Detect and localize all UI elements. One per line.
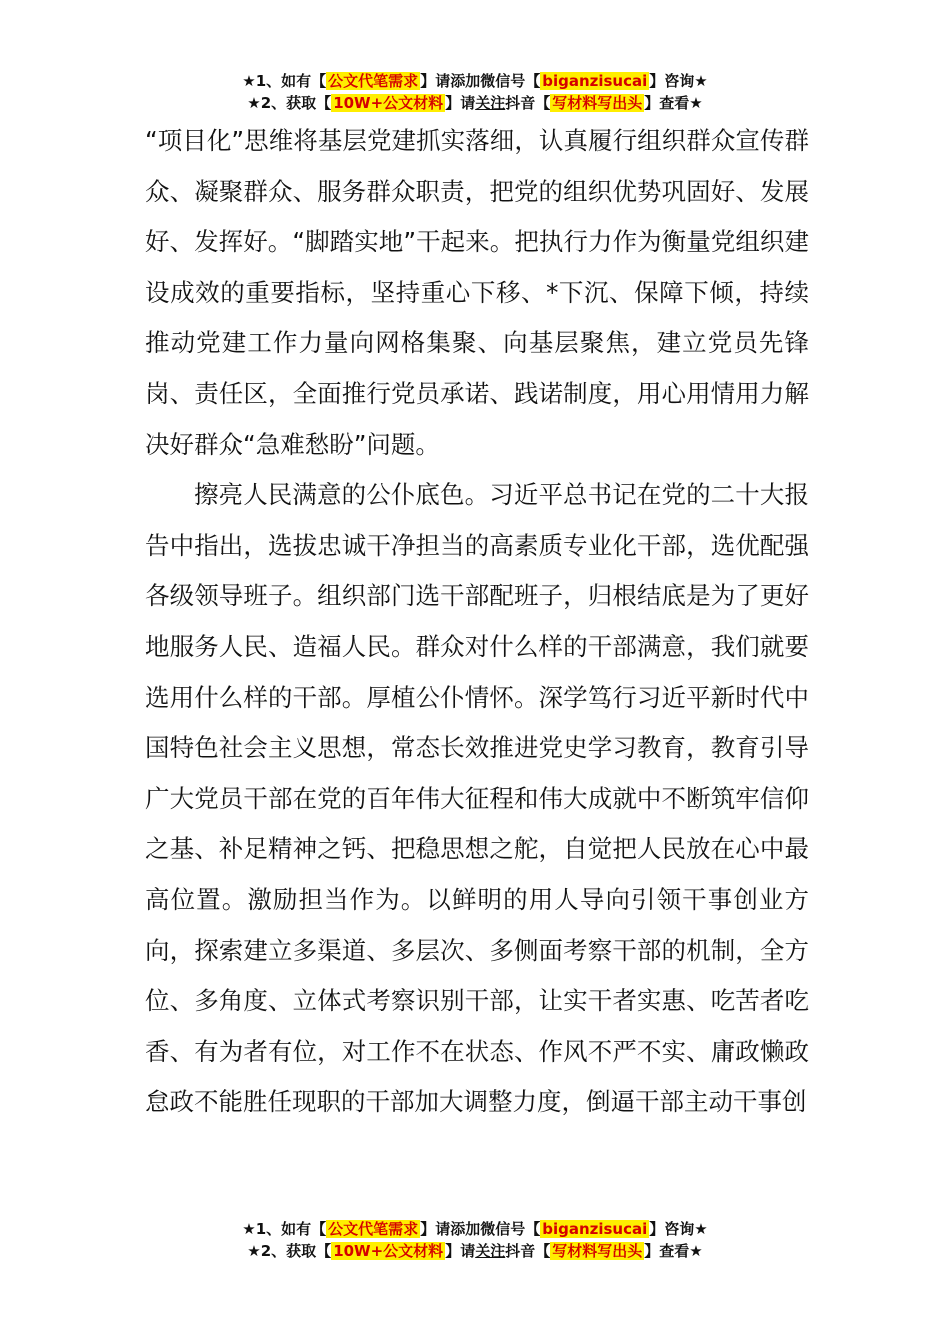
footer-banner [0,1218,950,1262]
banner-line-2: ★2、获取【 10W+公文材料 】请关注抖音【 写材料写出头 】查看★ [247,94,703,112]
highlight-writing-service: 公文代笔需求 [328,72,419,90]
banner-line-1: ★1、如有【 公文代笔需求 】请添加微信号【 biganzisucai 】咨询★ [242,72,708,90]
highlight-writing-service: 公文代笔需求 [328,1220,419,1238]
highlight-wechat-id: biganzisucai [542,1220,648,1238]
header-banner [0,70,950,114]
paragraph-2: 擦亮人民满意的公仆底色。习近平总书记在党的二十大报告中指出，选拔忠诚干净担当的高素质专业化干部，选优配强各级领导班子。组织部门选干部配班子，归根结底是为了更好地服务人民、造福人民。群众对什么样的干部满意，我们就要选用什么样的干部。厚植公仆情怀。深学笃行习近平新时代中国特色社会主义思想，常态长效推进党史学习教育，教育引导广大党员干部在党的百年伟大征程和伟大成就中不断筑牢信仰之基、补足精神之钙、把稳思想之舵，自觉把人民放在心中最高位置。激励担当作为。以鲜明的用人导向引领干事创业方向，探索建立多渠道、多层次、多侧面考察干部的机制，全方位、多角度、立体式考察识别干部，让实干者实惠、吃苦者吃香、有为者有位，对工作不在状态、作风不严不实、庸政懒政怠政不能胜任现职的干部加大调整力度，倒逼干部主动干事创 [145,480,809,1117]
highlight-wechat-id: biganzisucai [542,72,648,90]
banner-line-1: ★1、如有【 公文代笔需求 】请添加微信号【 biganzisucai 】咨询★ [242,1220,708,1238]
paragraph-1: “项目化”思维将基层党建抓实落细，认真履行组织群众宣传群众、凝聚群众、服务群众职责，把党的组织优势巩固好、发展好、发挥好。“脚踏实地”干起来。把执行力作为衡量党组织建设成效的重要指标，坚持重心下移、*下沉、保障下倾，持续推动党建工作力量向网格集聚、向基层聚焦，建立党员先锋岗、责任区，全面推行党员承诺、践诺制度，用心用情用力解决好群众“急难愁盼”问题。 [145,126,809,459]
highlight-douyin-account: 写材料写出头 [552,94,643,112]
document-body [145,116,809,1128]
highlight-materials: 10W+公文材料 [333,94,444,112]
banner-line-2: ★2、获取【 10W+公文材料 】请关注抖音【 写材料写出头 】查看★ [247,1242,703,1260]
highlight-douyin-account: 写材料写出头 [552,1242,643,1260]
highlight-materials: 10W+公文材料 [333,1242,444,1260]
